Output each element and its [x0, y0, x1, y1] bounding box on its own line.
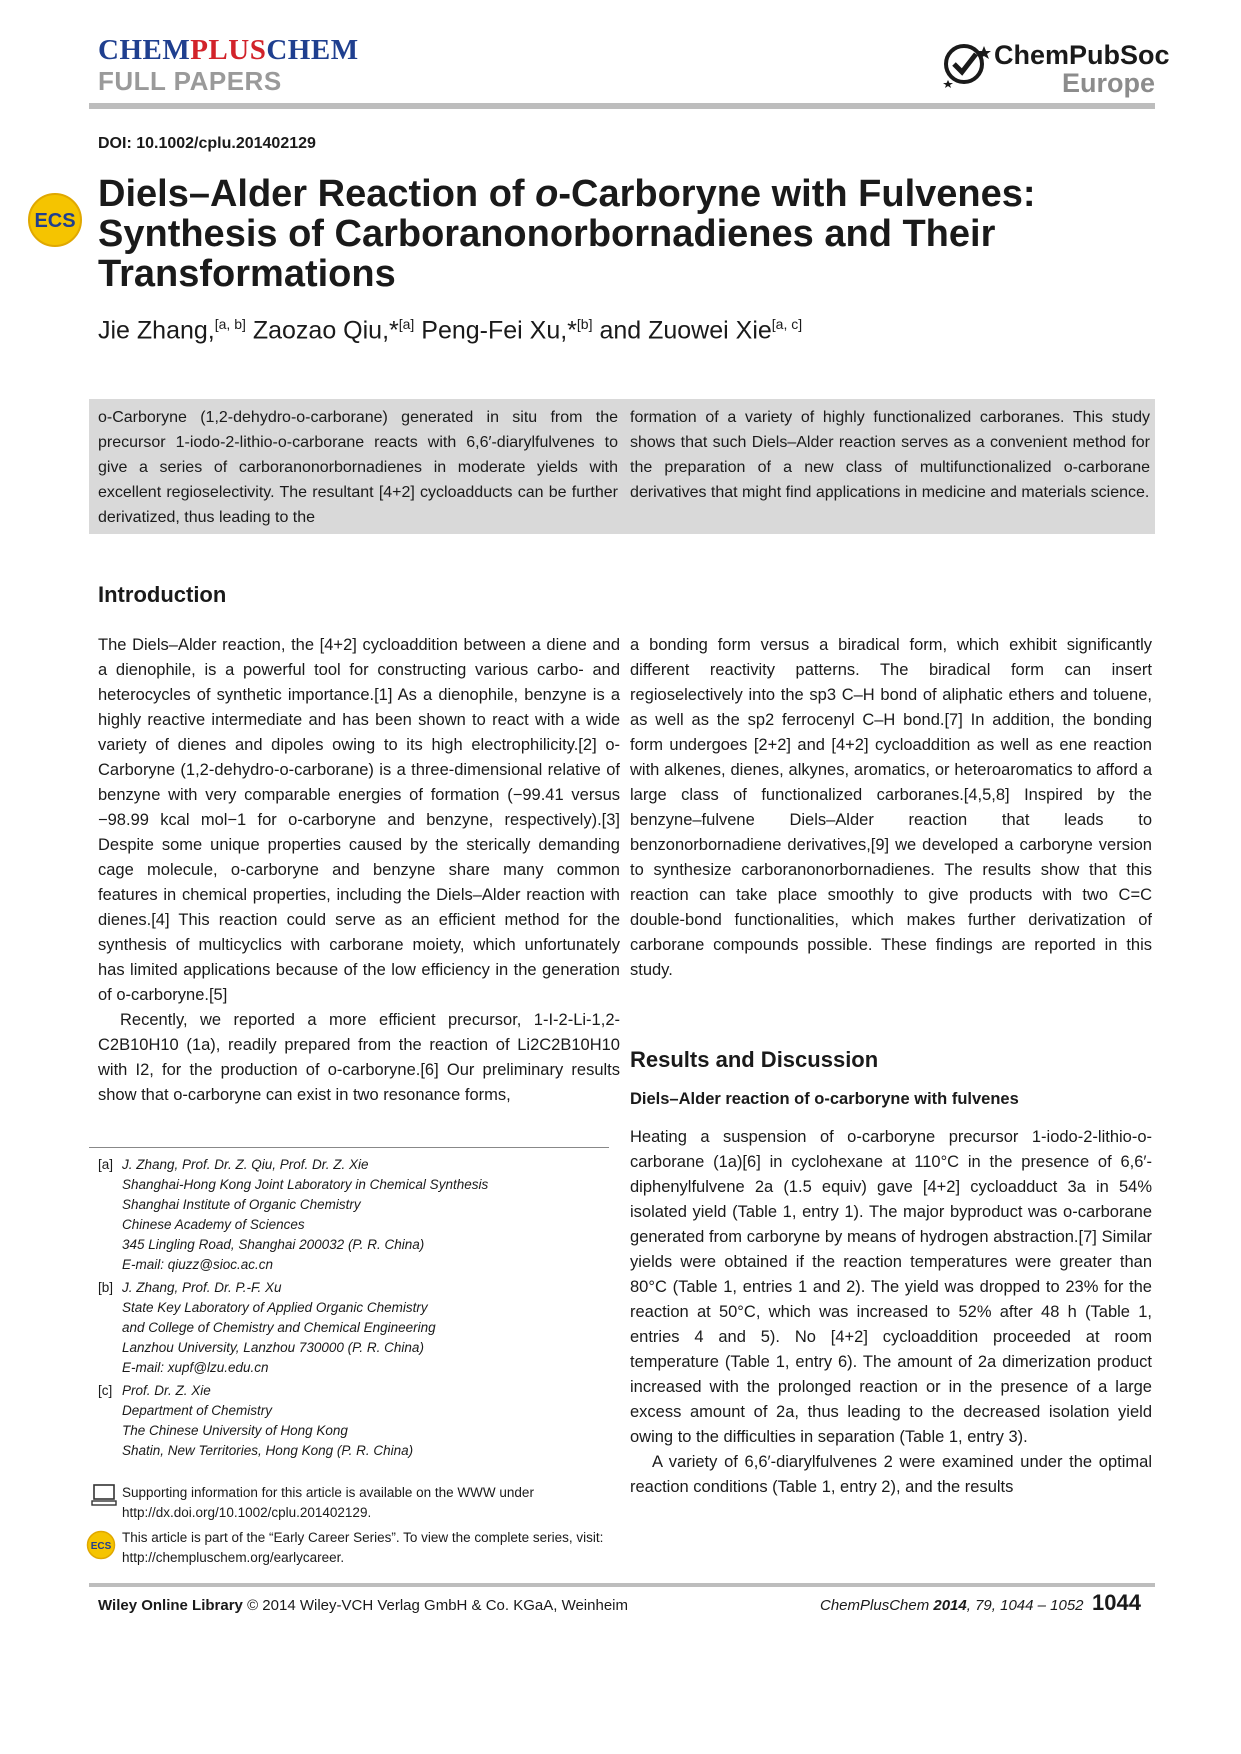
affiliation-line: and College of Chemistry and Chemical Engineering	[122, 1320, 436, 1335]
computer-icon	[91, 1484, 117, 1506]
intro-paragraph-1: The Diels–Alder reaction, the [4+2] cycloaddition between a diene and a dienophile, is a powerful tool for constructing various carbo- and heterocycles of synthetic importance.[1] As a dienophile, benzyne is a highly reactive intermediate and has been shown to react with a wide variety of dienes and dipoles owing to its high electrophilicity.[2] o-Carboryne (1,2-dehydro-o-carborane) is a three-dimensional relative of benzyne with very comparable energies of formation (−99.41 versus −98.99 kcal mol−1 for o-carboryne and benzyne, respectively).[3] Despite some unique properties caused by the sterically demanding cage molecule, o-carboryne and benzyne share many common features in chemical properties, including the Diels–Alder reaction with dienes.[4] This reaction could serve as an efficient method for the synthesis of multicyclics with carborane moiety, which unfortunately has limited applications because of the low efficiency in the generation of o-carboryne.[5]	[98, 636, 620, 1004]
ecs-badge-icon	[27, 192, 83, 248]
affiliation-line: The Chinese University of Hong Kong	[122, 1423, 348, 1438]
doi: DOI: 10.1002/cplu.201402129	[98, 135, 316, 152]
intro-paragraph-3: a bonding form versus a biradical form, which exhibit significantly different reactivity patterns. The biradical form can insert regioselectively into the sp3 C–H bond of aliphatic ethers and toluene, as well as the sp2 ferrocenyl C–H bond.[7] In addition, the bonding form undergoes [2+2] and [4+2] cycloaddition as well as ene reaction with alkenes, dienes, alkynes, aromatics, or heteroaromatics to afford a large class of functionalized carboranes.[4,5,8] Inspired by the benzyne–fulvene Diels–Alder reaction that leads to benzonorbornadiene derivatives,[9] we developed a carboryne version to synthesize carboranonorbornadienes. The results show that this reaction can take place smoothly to give products with two C=C double-bond functionalities, which makes further derivatization of carborane compounds possible. These findings are reported in this study.	[630, 636, 1152, 979]
chempubsoc-emblem-icon	[940, 38, 992, 90]
affiliation-email: E-mail: xupf@lzu.edu.cn	[122, 1360, 269, 1375]
affiliation-tag: [a]	[98, 1157, 114, 1172]
intro-left-column	[98, 633, 620, 1108]
chempubsoc-logo	[940, 38, 1170, 98]
affiliation-line: Chinese Academy of Sciences	[122, 1217, 305, 1232]
affiliation-line: 345 Lingling Road, Shanghai 200032 (P. R. China)	[122, 1237, 425, 1252]
results-paragraph-2: A variety of 6,6′-diarylfulvenes 2 were examined under the optimal reaction conditions (Table 1, entry 2), and the results	[630, 1453, 1152, 1496]
results-paragraph-1: Heating a suspension of o-carboryne precursor 1-iodo-2-lithio-o-carborane (1a)[6] in cyclohexane at 110°C in the presence of 6,6′-diphenylfulvene 2a (1.5 equiv) gave [4+2] cycloadduct 3a in 54% isolated yield (Table 1, entry 1). The major byproduct was o-carborane generated from carboryne by means of hydrogen abstraction.[7] Similar yields were obtained if the reaction temperatures were greater than 80°C (Table 1, entries 1 and 2). The yield was dropped to 23% for the reaction at 50°C, which was increased to 52% after 48 h (Table 1, entries 4 and 5). No [4+2] cycloaddition proceeded at room temperature (Table 1, entry 6). The amount of 2a dimerization product increased with the prolonged reaction or in the presence of a large excess amount of 2a, thus leading to the decreased isolation yield owing to the difficulties in separation (Table 1, entry 3).	[630, 1128, 1152, 1446]
results-column	[630, 1125, 1152, 1500]
affiliation-line: J. Zhang, Prof. Dr. P.-F. Xu	[122, 1280, 282, 1295]
affiliation-tag: [c]	[98, 1383, 113, 1398]
header-rule	[89, 103, 1155, 109]
affiliation-line: Shanghai-Hong Kong Joint Laboratory in Chemical Synthesis	[122, 1177, 489, 1192]
footer-rule	[89, 1583, 1155, 1587]
wiley-online-library-link[interactable]: Wiley Online Library	[98, 1597, 243, 1614]
svg-text:ECS: ECS	[34, 210, 76, 232]
affiliation-line: Shatin, New Territories, Hong Kong (P. R. China)	[122, 1443, 414, 1458]
affiliation-line: J. Zhang, Prof. Dr. Z. Qiu, Prof. Dr. Z. Xie	[122, 1157, 369, 1172]
section-label: FULL PAPERS	[98, 66, 282, 96]
affiliation-line: Prof. Dr. Z. Xie	[122, 1383, 211, 1398]
svg-text:ECS: ECS	[90, 1541, 112, 1552]
intro-right-column	[630, 633, 1152, 983]
abstract-left: o-Carboryne (1,2-dehydro-o-carborane) generated in situ from the precursor 1-iodo-2-lithio-o-carborane reacts with 6,6′-diarylfulvenes to give a series of carboranonorbornadienes in moderate yields with excellent regioselectivity. The resultant [4+2] cycloadducts can be further derivatized, thus leading to the	[98, 409, 618, 526]
society-region: Europe	[1061, 68, 1155, 98]
page-number: 1044	[1092, 1590, 1141, 1615]
results-heading: Results and Discussion	[630, 1047, 879, 1072]
abstract-right: formation of a variety of highly functionalized carboranes. This study shows that such Diels–Alder reaction serves as a convenient method for the preparation of a new class of multifunctionalized o-carborane derivatives that might find applications in medicine and materials science.	[630, 409, 1150, 501]
ecs-small-badge-icon	[86, 1530, 116, 1560]
article-title: Diels–Alder Reaction of o-Carboryne with Fulvenes: Synthesis of Carboranonorbornadienes and Their Transformations	[98, 173, 1036, 295]
intro-paragraph-2: Recently, we reported a more efficient precursor, 1-I-2-Li-1,2-C2B10H10 (1a), readily prepared from the reaction of Li2C2B10H10 with I2, for the production of o-carboryne.[6] Our preliminary results show that o-carboryne can exist in two resonance forms,	[98, 1011, 620, 1104]
author-list: Jie Zhang,[a, b] Zaozao Qiu,*[a] Peng-Fei Xu,*[b] and Zuowei Xie[a, c]	[98, 316, 803, 345]
affiliation-line: Lanzhou University, Lanzhou 730000 (P. R. China)	[122, 1340, 424, 1355]
footer-publisher: Wiley Online Library © 2014 Wiley-VCH Verlag GmbH & Co. KGaA, Weinheim	[98, 1597, 628, 1614]
affiliation-line: Shanghai Institute of Organic Chemistry	[122, 1197, 361, 1212]
affiliation-line: State Key Laboratory of Applied Organic Chemistry	[122, 1300, 428, 1315]
introduction-heading: Introduction	[98, 582, 227, 607]
affiliation-email: E-mail: qiuzz@sioc.ac.cn	[122, 1257, 273, 1272]
results-subheading: Diels–Alder reaction of o-carboryne with fulvenes	[630, 1090, 1019, 1108]
journal-name: CHEMPLUSCHEM	[98, 34, 359, 66]
affiliation-tag: [b]	[98, 1280, 114, 1295]
footer-citation: ChemPlusChem 2014, 79, 1044 – 1052	[820, 1597, 1084, 1614]
footnote-rule	[89, 1147, 609, 1148]
society-name: ChemPubSoc	[994, 40, 1170, 70]
affiliation-line: Department of Chemistry	[122, 1403, 273, 1418]
